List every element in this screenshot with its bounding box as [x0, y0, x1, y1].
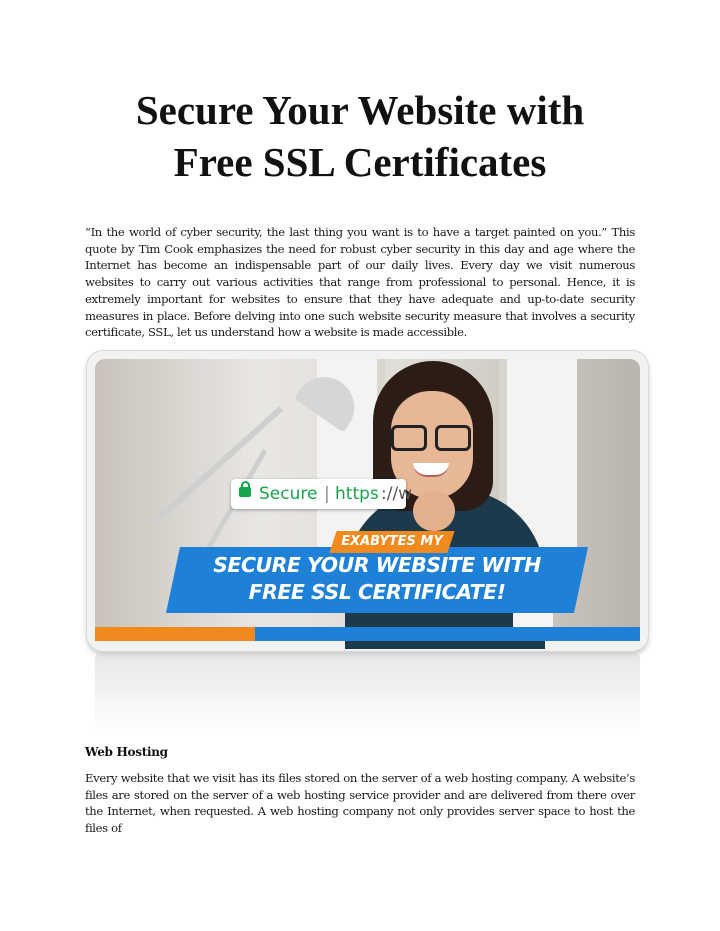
headline-line-2: FREE SSL CERTIFICATE!: [248, 580, 506, 604]
glasses-right-icon: [435, 425, 471, 451]
headline-line-1: SECURE YOUR WEBSITE WITH: [213, 553, 541, 577]
banner-headline: [173, 552, 581, 606]
hosting-paragraph: Every website that we visit has its files stored on the server of a web hosting company. A website’s files are stored on the server of a web hosting service provider and are delivered from there over the Internet, when requested. A web hosting company not only provides server space to host the files of: [85, 771, 635, 836]
browser-url-bar: [231, 479, 413, 509]
banner-reflection: [95, 652, 640, 732]
title-line-2: Free SSL Certificates: [173, 139, 547, 185]
url-separator: |: [324, 484, 330, 504]
url-rest-label: ://w: [381, 484, 413, 504]
brand-label: EXABYTES MY: [341, 534, 443, 549]
banner-bottom-accent: [95, 627, 255, 641]
glasses-left-icon: [391, 425, 427, 451]
url-secure-label: Secure: [259, 484, 318, 504]
lock-icon: [239, 487, 251, 497]
ssl-banner-image: [95, 359, 640, 641]
person-hand: [413, 491, 455, 531]
document-title: [0, 84, 720, 188]
section-heading-web-hosting: Web Hosting: [85, 745, 168, 759]
intro-paragraph: “In the world of cyber security, the last thing you want is to have a target painted on you.” This quote by Tim Cook emphasizes the need for robust cyber security in this day and age where the Internet has become an indispensable part of our daily lives. Every day we visit numerous websites to carry out various activities that range from professional to personal. Hence, it is extremely important for websites to ensure that they have adequate and up-to-date security measures in place. Before delving into one such website security measure that involves a security certificate, SSL, let us understand how a website is made accessible.: [85, 225, 635, 340]
url-https-label: https: [335, 484, 379, 504]
title-line-1: Secure Your Website with: [135, 87, 585, 133]
